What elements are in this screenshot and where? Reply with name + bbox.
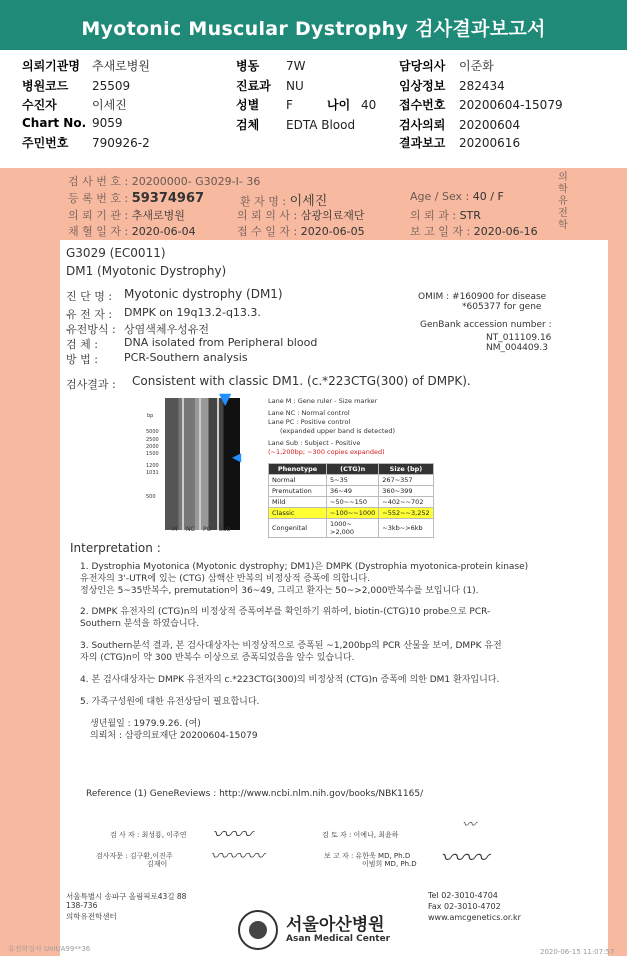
cell: ~552~~3,252 [379,508,433,519]
website: www.amcgenetics.or.kr [428,913,521,922]
reviewer-signature: 〰 [462,817,476,833]
hospital-name-en: Asan Medical Center [286,934,391,944]
cell: Premutation [269,486,327,497]
test-number: 검 사 번 호 : 20200000- G3029-I- 36 [68,175,261,188]
header-field-chart-no: Chart No. 9059 [22,116,123,130]
reference: Reference (1) GeneReviews : http://www.ncbi.nlm.nih.gov/books/NBK1165/ [86,789,424,799]
asan-foundation-logo [238,910,278,950]
gene: DMPK on 19q13.2-q13.3. [124,306,261,319]
ladder-label: 2500 [146,437,159,443]
cell: 36~49 [327,486,379,497]
gel-lane-divider [217,398,219,530]
fax: Fax 02-3010-4702 [428,902,501,911]
header-field-resident-no: 주민번호 790926-2 [22,136,150,150]
header-size: Size (bp) [379,464,433,475]
inheritance-label: 유전방식 : [66,323,116,336]
test-code: G3029 (EC0011) [66,246,166,260]
requesting-institution: 의 뢰 기 관 : 추새로병원 [68,209,185,222]
legend-lane-pc-note: (expanded upper band is detected) [280,427,396,435]
interp-line: 1. Dystrophia Myotonica (Myotonic dystrophy; DM1)은 DMPK (Dystrophia myotonica-protein kinase) [80,562,529,572]
reporter-signature: 〰〰 [440,844,488,872]
result-label: 검사결과 : [66,378,116,391]
header-field-hospital-code: 병원코드 25509 [22,79,131,93]
report-issue-date: 보 고 일 자 : 2020-06-16 [410,225,538,238]
lane-label-pc: PC [203,526,211,533]
table-row [269,475,434,486]
genbank-label: GenBank accession number : [420,320,552,330]
result-text: Consistent with classic DM1. (c.*223CTG(300) of DMPK). [132,374,471,388]
band-arrow-top-icon: ▼ [219,389,232,408]
gene-label: 유 전 자 : [66,308,113,321]
tester: 검 사 자 : 최성룡, 이주연 [110,831,187,839]
header-phenotype: Phenotype [269,464,327,475]
phenotype-table [268,463,434,538]
header-field-specimen: 검체 EDTA Blood [236,118,356,132]
diagnosis: Myotonic dystrophy (DM1) [124,287,283,301]
supervisor: 검사자문 : 김구환,이진주 [96,852,173,860]
cell: 1000~ >2,000 [327,519,379,538]
omim-disease: OMIM : #160900 for disease [418,292,547,302]
reporter: 보 고 자 : 유한욱 MD, Ph.D [324,852,411,860]
interp-line: 5. 가족구성원에 대한 유전상담이 필요합니다. [80,697,260,707]
report-header-bar [0,0,627,50]
date-of-birth: 생년월일 : 1979.9.26. (여) [90,719,201,729]
ladder-label: 500 [146,494,156,500]
telephone: Tel 02-3010-4704 [428,891,498,900]
method: PCR-Southern analysis [124,351,248,364]
interp-line: 4. 본 검사대상자는 DMPK 유전자의 c.*223CTG(300)의 비정상적 (CTG)n 증폭에 의한 DM1 환자입니다. [80,675,500,685]
legend-lane-m: Lane M : Gene ruler - Size marker [268,397,378,405]
interpretation-title: Interpretation : [70,541,161,555]
bp-label: bp [147,413,154,419]
diagnosis-label: 진 단 명 : [66,290,113,303]
cell: 5~35 [327,475,379,486]
header-field-physician: 담당의사 이준화 [399,59,494,73]
address-line-3: 의학유전학센터 [66,912,117,921]
ladder-label: 2000 [146,444,159,450]
omim-gene: *605377 for gene [462,302,542,312]
ladder-label: 1200 [146,463,159,469]
header-field-clinical-info: 임상정보 282434 [399,79,505,93]
interp-line: 3. Southern분석 결과, 본 검사대상자는 비정상적으로 증폭된 ~1,200bp의 PCR 산물을 보여, DMPK 유전 [80,641,502,651]
footer-timestamp: 2020-06-15 11:07:57 [540,948,615,956]
reporter-2: 이범희 MD, Ph.D [362,860,417,868]
address-line-2: 138-736 [66,901,98,910]
gel-image [165,398,240,530]
inheritance: 상염색체우성유전 [124,323,210,336]
receipt-date: 접 수 일 자 : 2020-06-05 [237,225,365,238]
header-field-sex: 성별 F [236,98,293,112]
ladder-label: 5000 [146,429,159,435]
legend-lane-sub-note: (~1,200bp; ~300 copies expanded) [268,448,385,456]
cell: Congenital [269,519,327,538]
legend-lane-pc: Lane PC : Positive control [268,418,351,426]
cell: ~402~~702 [379,497,433,508]
header-field-department: 진료과 NU [236,79,304,93]
table-row [269,519,434,538]
address-line-1: 서울특별시 송파구 올림픽로43길 88 [66,892,187,901]
department-vertical-label: 의 학 유 전 학 [558,172,568,231]
registration-number: 등 록 번 호 : 59374967 [68,191,205,206]
supervisor-2: 김재이 [147,860,168,868]
ladder-label: 1500 [146,451,159,457]
requester: 의뢰처 : 삼광의료재단 20200604-15079 [90,731,258,741]
reviewer: 검 토 자 : 이예나, 최윤하 [322,831,399,839]
cell: 360~399 [379,486,433,497]
header-field-institution: 의뢰기관명 추새로병원 [22,59,150,73]
legend-lane-sub: Lane Sub : Subject - Positive [268,439,361,447]
lane-label-m: M [172,526,178,533]
table-row [269,486,434,497]
header-field-request-date: 검사의뢰 20200604 [399,118,521,132]
band-arrow-side-icon: ◀ [232,450,242,464]
ladder-label: 1031 [146,470,159,476]
cell: ~50~~150 [327,497,379,508]
tester-signature: 〰〰 [212,822,252,846]
specimen-label: 검 체 : [66,338,98,351]
header-field-ward: 병동 7W [236,59,306,73]
table-row [269,497,434,508]
interp-line: 자의 (CTG)n이 약 300 반복수 이상으로 증폭되었음을 알수 있습니다. [80,653,355,663]
legend-lane-nc: Lane NC : Normal control [268,409,350,417]
genbank-nt: NT_011109.16 [486,333,552,343]
cell: Mild [269,497,327,508]
hospital-name-kr: 서울아산병원 [286,915,385,935]
method-label: 방 법 : [66,353,98,366]
lane-label-sub: Sub [219,526,231,533]
supervisor-signature: 〰〰〰 [210,846,264,867]
requesting-doctor: 의 뢰 의 사 : 삼광의료재단 [237,209,365,222]
specimen: DNA isolated from Peripheral blood [124,336,318,349]
cell: 267~357 [379,475,433,486]
gel-lane-divider [182,398,184,530]
gel-lane-divider [199,398,201,530]
phenotype-table-header [269,464,434,475]
age-sex: Age / Sex : 40 / F [410,190,504,203]
header-field-report-date: 결과보고 20200616 [399,136,521,150]
cell: Normal [269,475,327,486]
interp-line: 유전자의 3'-UTR에 있는 (CTG) 삼핵산 반복의 비정상적 증폭에 의합니다. [80,574,370,584]
interp-line: Southern 분석을 하였습니다. [80,619,200,629]
cell: Classic [269,508,327,519]
requesting-department: 의 뢰 과 : STR [410,209,481,222]
cell: ~100~~1000 [327,508,379,519]
footer-unit-code: 유전학검사 Unit/A99**36 [8,945,91,953]
genbank-nm: NM_004409.3 [486,343,548,353]
cell: ~3kb~>6kb [379,519,433,538]
table-row-highlighted [269,508,434,519]
test-name: DM1 (Myotonic Dystrophy) [66,264,227,278]
header-ctg: (CTG)n [327,464,379,475]
report-title: Myotonic Muscular Dystrophy 검사결과보고서 [81,18,546,40]
header-field-patient: 수진자 이세진 [22,98,127,112]
interp-line: 2. DMPK 유전자의 (CTG)n의 비정상적 증폭여부를 확인하기 위하여, biotin-(CTG)10 probe으로 PCR- [80,607,491,617]
patient-name: 환 자 명 : 이세진 [240,194,328,209]
header-field-receipt-no: 접수번호 20200604-15079 [399,98,563,112]
collection-date: 채 혈 일 자 : 2020-06-04 [68,225,196,238]
header-field-age: 나이 40 [327,98,377,112]
interp-line: 정상인은 5~35반복수, premutation이 36~49, 그리고 환자는 50~>2,000반복수를 보입니다 (1). [80,586,479,596]
lane-label-nc: NC [186,526,195,533]
